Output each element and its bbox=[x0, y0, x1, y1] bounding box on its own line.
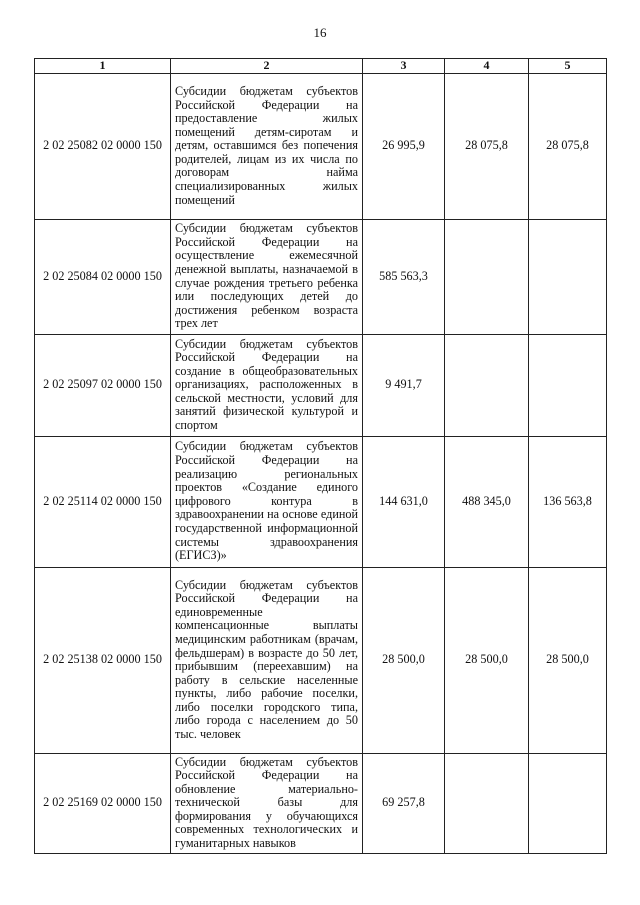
budget-code-cell: 2 02 25169 02 0000 150 bbox=[35, 753, 171, 853]
description-cell: Субсидии бюджетам субъектов Российской Федерации на реализацию региональных проектов «Создание единого цифрового контура в здравоохранении на основе единой государственной информационной системы здравоохранения (ЕГИСЗ)» bbox=[171, 436, 363, 567]
description-cell: Субсидии бюджетам субъектов Российской Федерации на осуществление ежемесячной денежной выплаты, назначаемой в случае рождения третьего ребенка или последующих детей до достижения ребенком возраста трех лет bbox=[171, 219, 363, 334]
amount-col5-cell bbox=[529, 334, 607, 436]
amount-col4-cell: 28 075,8 bbox=[445, 73, 529, 219]
amount-col3-cell: 9 491,7 bbox=[363, 334, 445, 436]
amount-col5-cell: 28 500,0 bbox=[529, 567, 607, 753]
table-row bbox=[35, 567, 607, 753]
table-row bbox=[35, 334, 607, 436]
description-cell: Субсидии бюджетам субъектов Российской Федерации на единовременные компенсационные выплаты медицинским работникам (врачам, фельдшерам) в возрасте до 50 лет, прибывшим (переехавшим) на работу в сельские населенные пункты, либо рабочие поселки, либо поселки городского типа, либо города с населением до 50 тыс. человек bbox=[171, 567, 363, 753]
amount-col3-cell: 585 563,3 bbox=[363, 219, 445, 334]
description-cell: Субсидии бюджетам субъектов Российской Федерации на предоставление жилых помещений детям-сиротам и детям, оставшимся без попечения родителей, лицам из их числа по договорам найма специализированных жилых помещений bbox=[171, 73, 363, 219]
column-header-2: 2 bbox=[171, 59, 363, 74]
budget-code-cell: 2 02 25084 02 0000 150 bbox=[35, 219, 171, 334]
amount-col5-cell: 136 563,8 bbox=[529, 436, 607, 567]
budget-code-cell: 2 02 25138 02 0000 150 bbox=[35, 567, 171, 753]
amount-col3-cell: 28 500,0 bbox=[363, 567, 445, 753]
budget-table bbox=[34, 58, 607, 854]
amount-col3-cell: 144 631,0 bbox=[363, 436, 445, 567]
amount-col4-cell bbox=[445, 219, 529, 334]
amount-col3-cell: 69 257,8 bbox=[363, 753, 445, 853]
amount-col5-cell bbox=[529, 753, 607, 853]
amount-col5-cell: 28 075,8 bbox=[529, 73, 607, 219]
budget-code-cell: 2 02 25097 02 0000 150 bbox=[35, 334, 171, 436]
column-header-4: 4 bbox=[445, 59, 529, 74]
amount-col4-cell: 488 345,0 bbox=[445, 436, 529, 567]
amount-col5-cell bbox=[529, 219, 607, 334]
description-cell: Субсидии бюджетам субъектов Российской Федерации на создание в общеобразовательных организациях, расположенных в сельской местности, условий для занятий физической культурой и спортом bbox=[171, 334, 363, 436]
amount-col4-cell: 28 500,0 bbox=[445, 567, 529, 753]
column-header-5: 5 bbox=[529, 59, 607, 74]
table-row bbox=[35, 436, 607, 567]
column-header-3: 3 bbox=[363, 59, 445, 74]
page-number: 16 bbox=[313, 25, 327, 40]
amount-col4-cell bbox=[445, 334, 529, 436]
column-header-1: 1 bbox=[35, 59, 171, 74]
budget-code-cell: 2 02 25082 02 0000 150 bbox=[35, 73, 171, 219]
budget-code-cell: 2 02 25114 02 0000 150 bbox=[35, 436, 171, 567]
table-row bbox=[35, 219, 607, 334]
table-header-row bbox=[35, 59, 607, 74]
table-row bbox=[35, 753, 607, 853]
description-cell: Субсидии бюджетам субъектов Российской Федерации на обновление материально-технической базы для формирования у обучающихся современных технологических и гуманитарных навыков bbox=[171, 753, 363, 853]
amount-col4-cell bbox=[445, 753, 529, 853]
amount-col3-cell: 26 995,9 bbox=[363, 73, 445, 219]
table-row bbox=[35, 73, 607, 219]
